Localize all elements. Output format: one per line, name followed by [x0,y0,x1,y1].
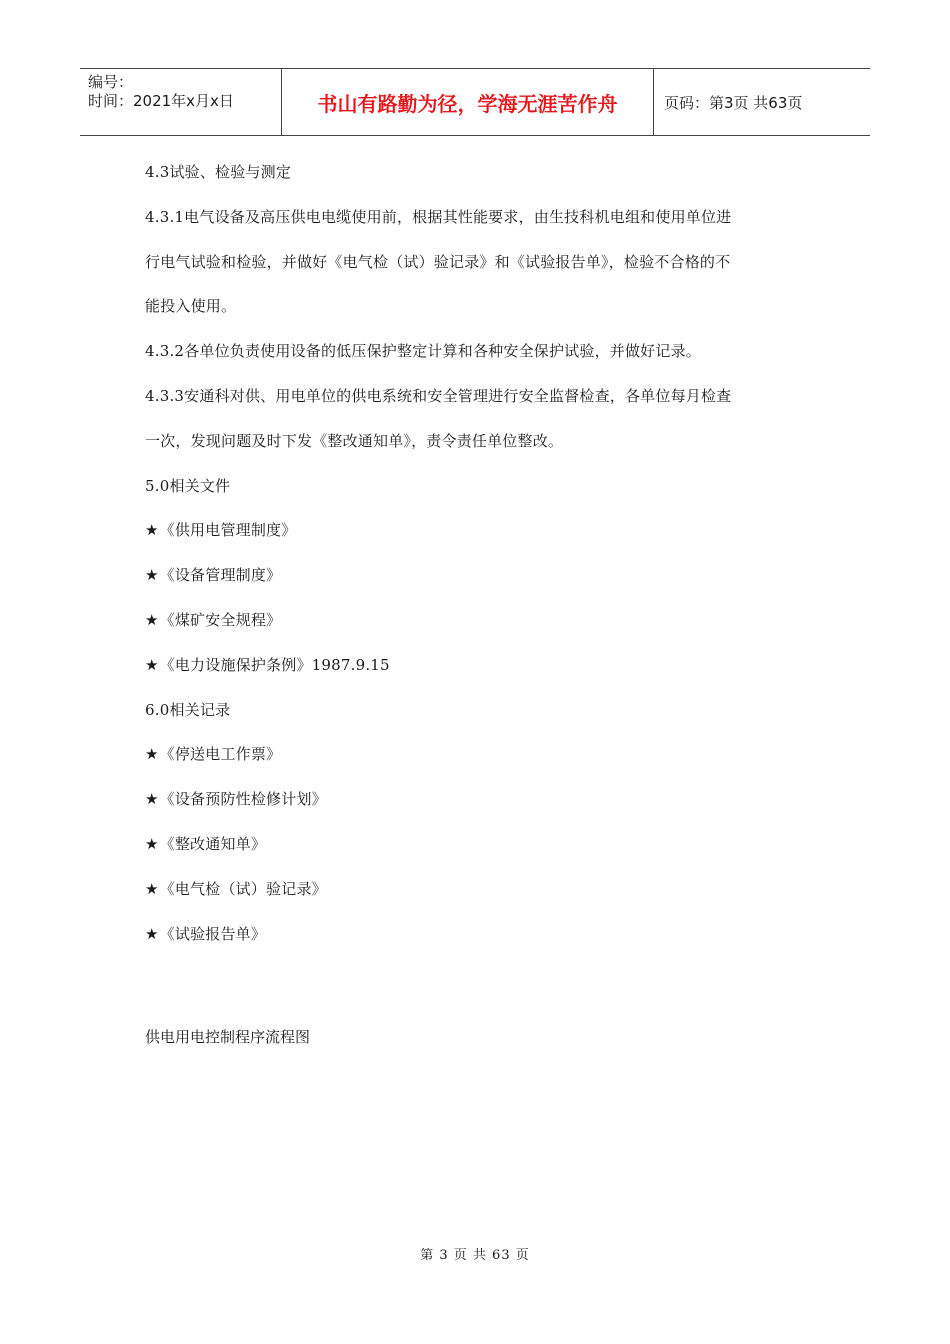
line-text: 能投入使用。 [145,297,237,316]
time-label: 时间：2021年x月x日 [88,92,234,110]
line-text: 《整改通知单》 [159,834,267,853]
star-bullet-icon: ★ [145,834,159,853]
list-item [145,739,810,784]
star-bullet-icon: ★ [145,521,159,540]
line-text: 4.3.3安通科对供、用电单位的供电系统和安全管理进行安全监督检查，各单位每月检查 [145,386,732,405]
serial-label: 编号： [88,73,134,91]
header-motto: 书山有路勤为径，学海无涯苦作舟 [282,69,654,135]
line-text: 《设备预防性检修计划》 [159,790,327,809]
paragraph-line [145,336,810,381]
star-bullet-icon: ★ [145,610,159,629]
list-item [145,605,810,650]
list-item [145,919,810,964]
list-item [145,874,810,919]
star-bullet-icon: ★ [145,924,159,943]
line-text: 《煤矿安全规程》 [159,610,282,629]
line-text: 《电气检（试）验记录》 [159,879,327,898]
star-bullet-icon: ★ [145,879,159,898]
line-text: 《设备管理制度》 [159,566,282,585]
paragraph-line [145,157,810,202]
paragraph-line [145,381,810,426]
line-text: 《供用电管理制度》 [159,521,297,540]
list-item [145,515,810,560]
list-item [145,650,810,695]
document-body [145,157,810,963]
line-text: 6.0相关记录 [145,700,231,719]
star-bullet-icon: ★ [145,790,159,809]
paragraph-line [145,426,810,471]
list-item [145,829,810,874]
list-item [145,560,810,605]
header-meta [80,69,282,135]
paragraph-line [145,471,810,516]
line-text: 4.3.1电气设备及高压供电电缆使用前，根据其性能要求，由生技科机电组和使用单位进 [145,207,732,226]
page-header [80,68,870,136]
line-text: 《电力设施保护条例》1987.9.15 [159,655,390,674]
paragraph-line [145,202,810,247]
star-bullet-icon: ★ [145,655,159,674]
line-text: 5.0相关文件 [145,476,231,495]
line-text: 一次，发现问题及时下发《整改通知单》，责令责任单位整改。 [145,431,564,450]
star-bullet-icon: ★ [145,745,159,764]
flowchart-title: 供电用电控制程序流程图 [145,1028,311,1046]
header-page-number: 页码：第3页 共63页 [664,93,803,112]
page-footer: 第 3 页 共 63 页 [420,1248,530,1263]
list-item [145,784,810,829]
line-text: 《试验报告单》 [159,924,267,943]
line-text: 行电气试验和检验，并做好《电气检（试）验记录》和《试验报告单》，检验不合格的不 [145,252,731,271]
line-text: 4.3试验、检验与测定 [145,163,292,181]
line-text: 4.3.2各单位负责使用设备的低压保护整定计算和各种安全保护试验，并做好记录。 [145,342,701,361]
star-bullet-icon: ★ [145,566,159,585]
line-text: 《停送电工作票》 [159,745,282,764]
paragraph-line [145,291,810,336]
paragraph-line [145,247,810,292]
paragraph-line [145,695,810,740]
